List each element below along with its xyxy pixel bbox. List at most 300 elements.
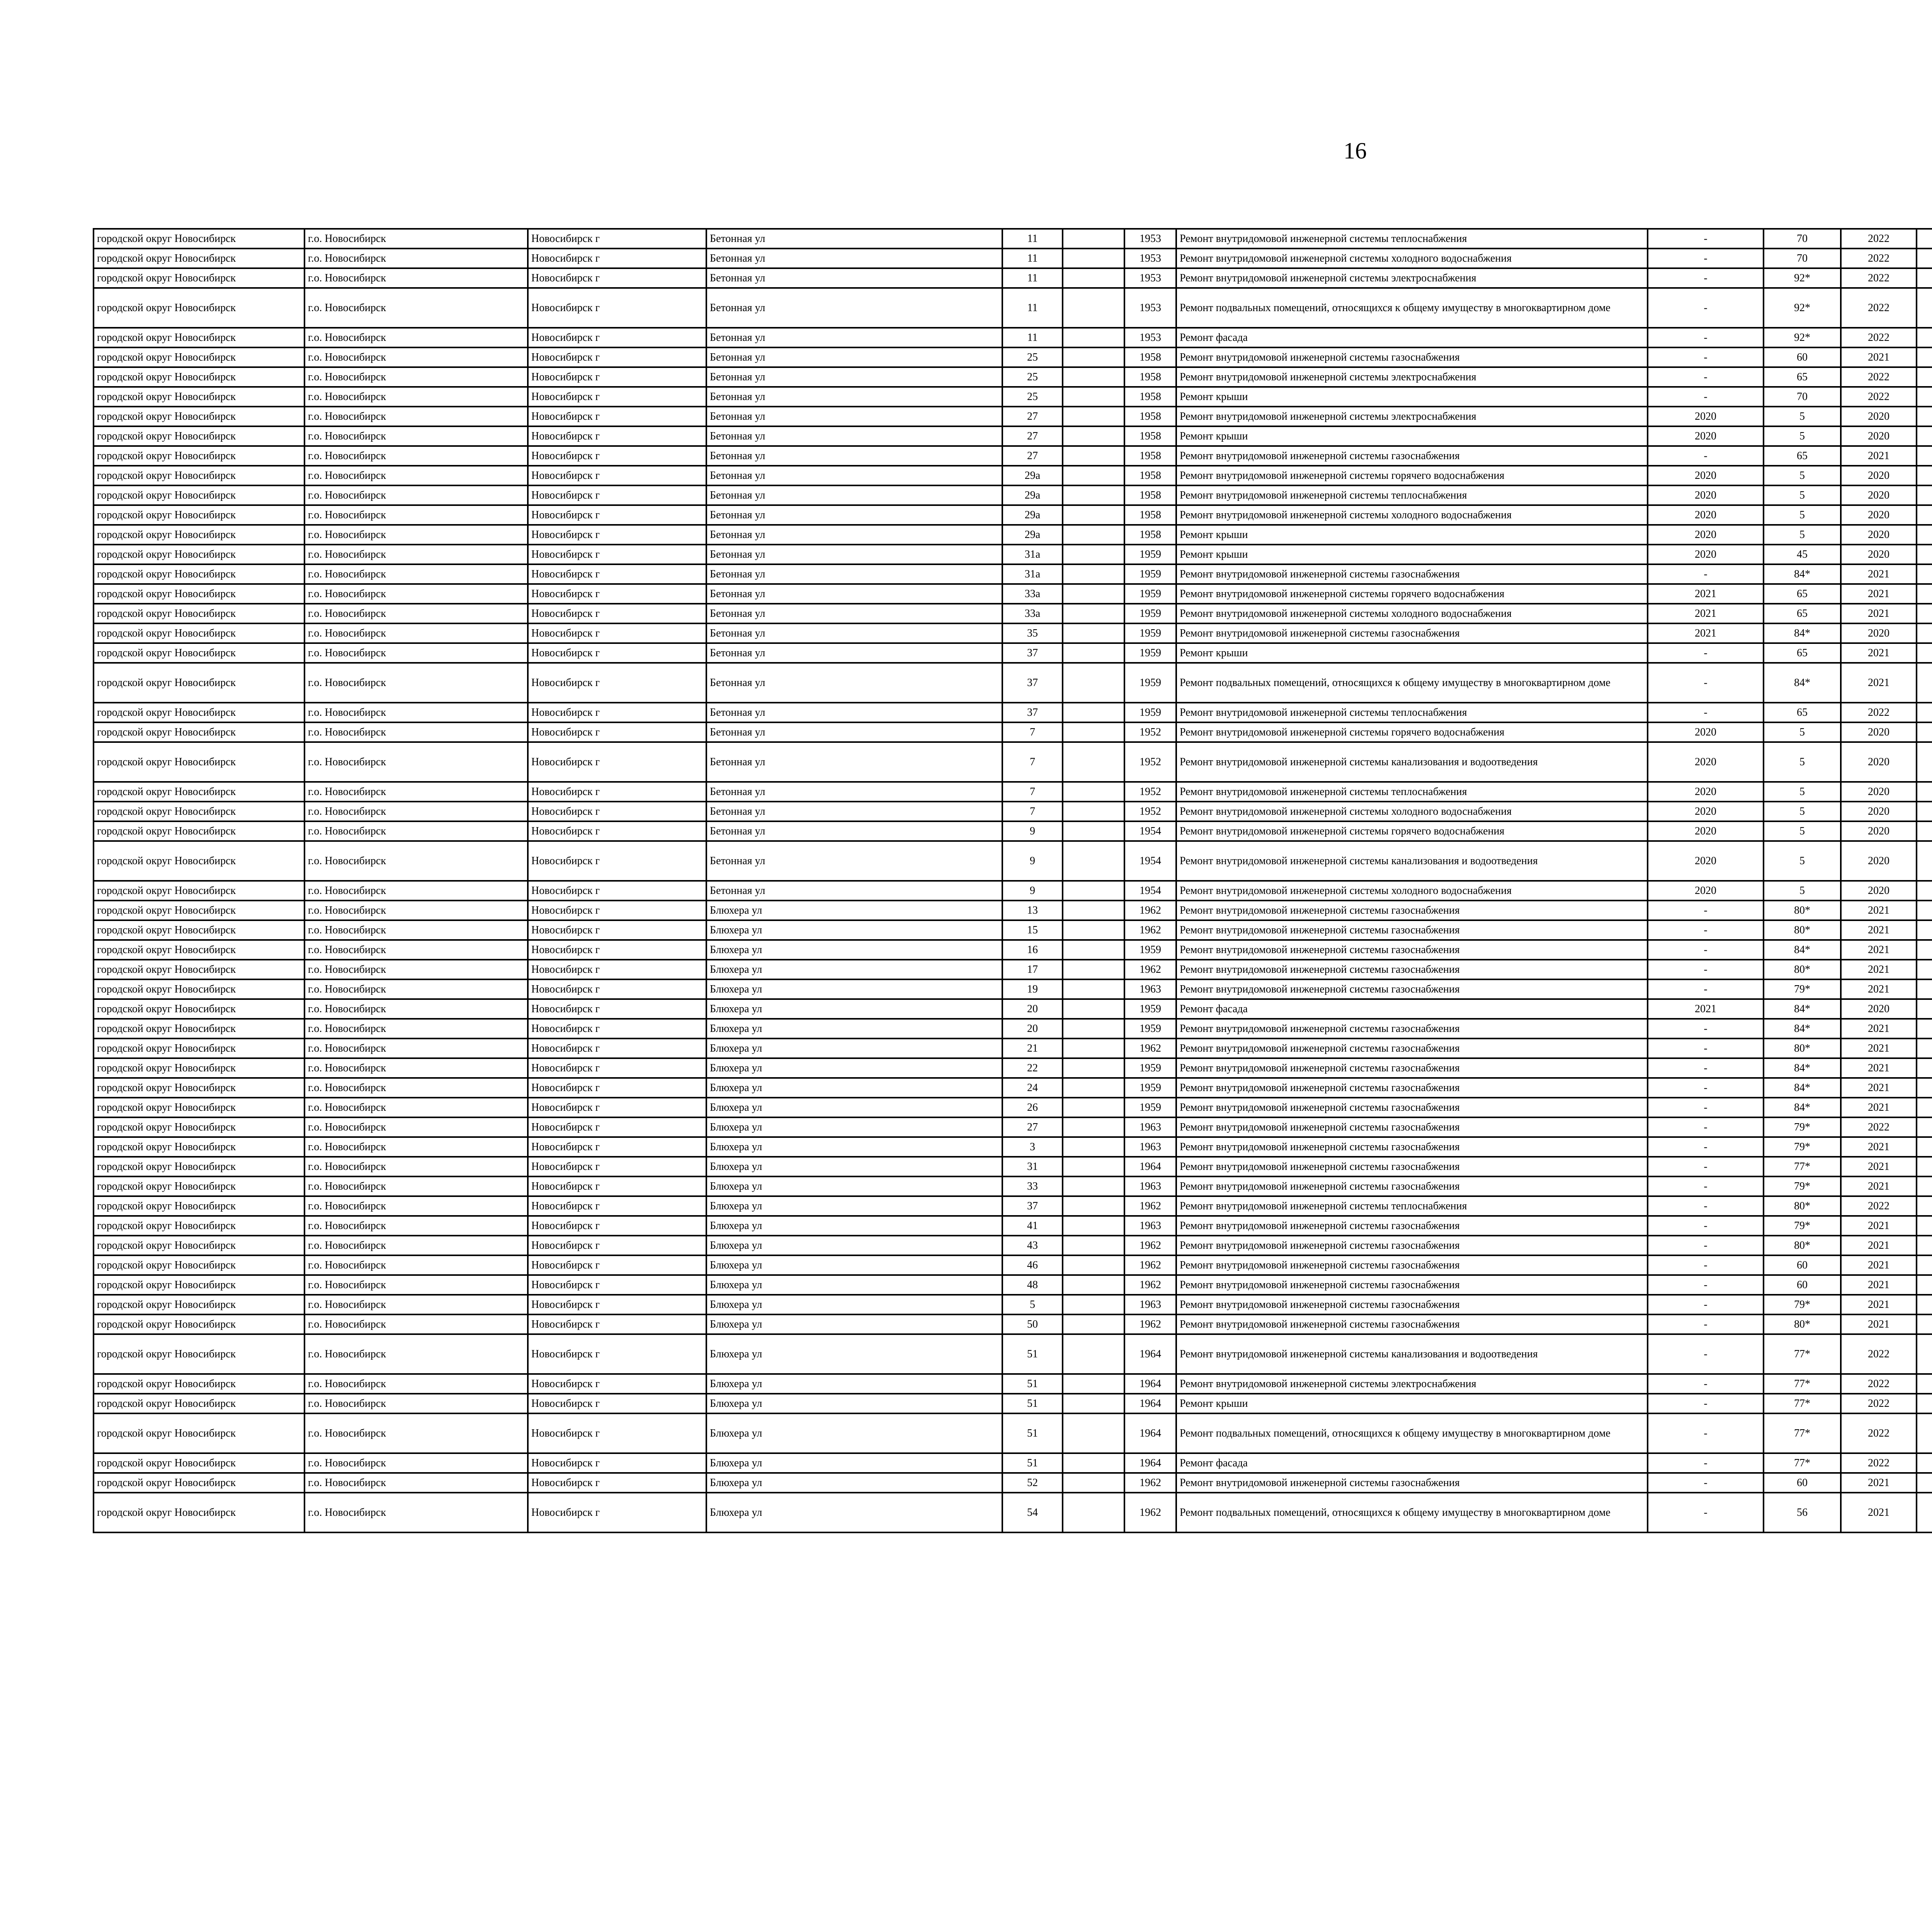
cell-street: Бетонная ул	[706, 288, 1002, 328]
cell-plan-end-year	[1917, 505, 1932, 525]
cell-year-built: 1959	[1124, 584, 1176, 604]
cell-plan-end-year	[1917, 663, 1932, 703]
cell-work-type: Ремонт внутридомовой инженерной системы холодного водоснабжения	[1176, 249, 1648, 268]
cell-locality: Новосибирск г	[528, 387, 706, 407]
cell-municipality: городской округ Новосибирск	[94, 288, 304, 328]
cell-work-type: Ремонт внутридомовой инженерной системы газоснабжения	[1176, 901, 1648, 920]
cell-house-number: 11	[1002, 249, 1063, 268]
cell-prior-overhaul-year: -	[1648, 229, 1764, 249]
cell-wear-percent: 65	[1764, 584, 1841, 604]
cell-plan-start-year: 2020	[1841, 821, 1917, 841]
cell-prior-overhaul-year: 2020	[1648, 485, 1764, 505]
cell-year-built: 1959	[1124, 663, 1176, 703]
cell-work-type: Ремонт крыши	[1176, 1394, 1648, 1413]
cell-street: Бетонная ул	[706, 742, 1002, 782]
cell-work-type: Ремонт внутридомовой инженерной системы газоснабжения	[1176, 1117, 1648, 1137]
cell-prior-overhaul-year: 2020	[1648, 841, 1764, 881]
cell-house-number: 5	[1002, 1295, 1063, 1314]
cell-street: Бетонная ул	[706, 347, 1002, 367]
cell-work-type: Ремонт внутридомовой инженерной системы горячего водоснабжения	[1176, 821, 1648, 841]
cell-municipality: городской округ Новосибирск	[94, 703, 304, 722]
cell-municipality: городской округ Новосибирск	[94, 802, 304, 821]
cell-year-built: 1958	[1124, 407, 1176, 426]
cell-year-built: 1958	[1124, 367, 1176, 387]
cell-municipality: городской округ Новосибирск	[94, 1334, 304, 1374]
cell-municipality: городской округ Новосибирск	[94, 940, 304, 960]
cell-prior-overhaul-year: 2020	[1648, 821, 1764, 841]
cell-municipality: городской округ Новосибирск	[94, 1493, 304, 1532]
cell-plan-end-year	[1917, 367, 1932, 387]
cell-street: Блюхера ул	[706, 1137, 1002, 1157]
cell-work-type: Ремонт внутридомовой инженерной системы электроснабжения	[1176, 367, 1648, 387]
cell-work-type: Ремонт подвальных помещений, относящихся к общему имуществу в многоквартирном доме	[1176, 288, 1648, 328]
cell-street: Блюхера ул	[706, 1374, 1002, 1394]
cell-street: Бетонная ул	[706, 249, 1002, 268]
table-body	[94, 229, 1932, 1532]
cell-street: Бетонная ул	[706, 564, 1002, 584]
cell-locality: Новосибирск г	[528, 1314, 706, 1334]
cell-building	[1063, 584, 1124, 604]
cell-plan-end-year	[1917, 1196, 1932, 1216]
cell-locality: Новосибирск г	[528, 999, 706, 1019]
cell-house-number: 11	[1002, 288, 1063, 328]
cell-locality: Новосибирск г	[528, 367, 706, 387]
cell-plan-end-year	[1917, 1275, 1932, 1295]
cell-house-number: 13	[1002, 901, 1063, 920]
cell-year-built: 1962	[1124, 1314, 1176, 1334]
cell-street: Блюхера ул	[706, 960, 1002, 979]
cell-settlement: г.о. Новосибирск	[304, 1334, 528, 1374]
cell-building	[1063, 525, 1124, 545]
cell-plan-end-year	[1917, 841, 1932, 881]
cell-street: Блюхера ул	[706, 1394, 1002, 1413]
cell-plan-start-year: 2022	[1841, 1413, 1917, 1453]
cell-locality: Новосибирск г	[528, 1413, 706, 1453]
table-row	[94, 1394, 1932, 1413]
cell-wear-percent: 84*	[1764, 1098, 1841, 1117]
cell-street: Бетонная ул	[706, 643, 1002, 663]
cell-locality: Новосибирск г	[528, 1334, 706, 1374]
cell-prior-overhaul-year: -	[1648, 367, 1764, 387]
cell-street: Бетонная ул	[706, 782, 1002, 802]
cell-work-type: Ремонт фасада	[1176, 328, 1648, 347]
table-row	[94, 1374, 1932, 1394]
cell-municipality: городской округ Новосибирск	[94, 347, 304, 367]
cell-municipality: городской округ Новосибирск	[94, 1019, 304, 1039]
cell-plan-end-year	[1917, 802, 1932, 821]
table-row	[94, 1295, 1932, 1314]
cell-prior-overhaul-year: 2020	[1648, 407, 1764, 426]
cell-plan-end-year	[1917, 1098, 1932, 1117]
cell-house-number: 27	[1002, 446, 1063, 466]
cell-work-type: Ремонт крыши	[1176, 643, 1648, 663]
cell-settlement: г.о. Новосибирск	[304, 663, 528, 703]
cell-prior-overhaul-year: -	[1648, 347, 1764, 367]
cell-building	[1063, 1196, 1124, 1216]
cell-building	[1063, 782, 1124, 802]
cell-municipality: городской округ Новосибирск	[94, 881, 304, 901]
cell-plan-end-year	[1917, 1216, 1932, 1236]
cell-locality: Новосибирск г	[528, 426, 706, 446]
cell-settlement: г.о. Новосибирск	[304, 604, 528, 623]
cell-work-type: Ремонт внутридомовой инженерной системы газоснабжения	[1176, 446, 1648, 466]
cell-plan-end-year	[1917, 604, 1932, 623]
cell-locality: Новосибирск г	[528, 1473, 706, 1493]
cell-prior-overhaul-year: -	[1648, 1493, 1764, 1532]
cell-building	[1063, 1137, 1124, 1157]
cell-wear-percent: 65	[1764, 703, 1841, 722]
cell-plan-end-year	[1917, 1413, 1932, 1453]
cell-year-built: 1959	[1124, 999, 1176, 1019]
cell-plan-start-year: 2021	[1841, 1216, 1917, 1236]
cell-locality: Новосибирск г	[528, 446, 706, 466]
cell-settlement: г.о. Новосибирск	[304, 1453, 528, 1473]
cell-plan-start-year: 2020	[1841, 999, 1917, 1019]
cell-prior-overhaul-year: -	[1648, 1137, 1764, 1157]
cell-work-type: Ремонт внутридомовой инженерной системы газоснабжения	[1176, 1236, 1648, 1255]
table-row	[94, 367, 1932, 387]
cell-prior-overhaul-year: 2020	[1648, 466, 1764, 485]
cell-plan-end-year	[1917, 960, 1932, 979]
cell-street: Блюхера ул	[706, 1275, 1002, 1295]
cell-settlement: г.о. Новосибирск	[304, 1314, 528, 1334]
cell-wear-percent: 45	[1764, 545, 1841, 564]
cell-plan-start-year: 2021	[1841, 1473, 1917, 1493]
table-row	[94, 328, 1932, 347]
cell-plan-start-year: 2020	[1841, 623, 1917, 643]
cell-year-built: 1958	[1124, 426, 1176, 446]
cell-street: Бетонная ул	[706, 505, 1002, 525]
cell-plan-end-year	[1917, 979, 1932, 999]
cell-wear-percent: 65	[1764, 446, 1841, 466]
cell-settlement: г.о. Новосибирск	[304, 1413, 528, 1453]
cell-building	[1063, 1176, 1124, 1196]
cell-plan-end-year	[1917, 249, 1932, 268]
cell-plan-end-year	[1917, 1493, 1932, 1532]
cell-house-number: 3	[1002, 1137, 1063, 1157]
cell-prior-overhaul-year: -	[1648, 1039, 1764, 1058]
table-row	[94, 821, 1932, 841]
cell-prior-overhaul-year: -	[1648, 1236, 1764, 1255]
cell-settlement: г.о. Новосибирск	[304, 328, 528, 347]
cell-building	[1063, 999, 1124, 1019]
cell-settlement: г.о. Новосибирск	[304, 426, 528, 446]
cell-plan-end-year	[1917, 722, 1932, 742]
table-row	[94, 1216, 1932, 1236]
cell-municipality: городской округ Новосибирск	[94, 525, 304, 545]
cell-street: Блюхера ул	[706, 1019, 1002, 1039]
cell-plan-end-year	[1917, 940, 1932, 960]
cell-municipality: городской округ Новосибирск	[94, 1137, 304, 1157]
table-row	[94, 979, 1932, 999]
cell-plan-start-year: 2020	[1841, 407, 1917, 426]
cell-prior-overhaul-year: -	[1648, 1019, 1764, 1039]
cell-year-built: 1954	[1124, 821, 1176, 841]
cell-plan-end-year	[1917, 288, 1932, 328]
cell-prior-overhaul-year: -	[1648, 1275, 1764, 1295]
cell-locality: Новосибирск г	[528, 407, 706, 426]
cell-municipality: городской округ Новосибирск	[94, 1157, 304, 1176]
cell-locality: Новосибирск г	[528, 940, 706, 960]
cell-settlement: г.о. Новосибирск	[304, 901, 528, 920]
cell-year-built: 1963	[1124, 1176, 1176, 1196]
cell-locality: Новосибирск г	[528, 782, 706, 802]
cell-locality: Новосибирск г	[528, 1255, 706, 1275]
cell-prior-overhaul-year: -	[1648, 940, 1764, 960]
cell-settlement: г.о. Новосибирск	[304, 584, 528, 604]
cell-locality: Новосибирск г	[528, 643, 706, 663]
cell-plan-end-year	[1917, 485, 1932, 505]
cell-year-built: 1959	[1124, 940, 1176, 960]
cell-settlement: г.о. Новосибирск	[304, 505, 528, 525]
cell-locality: Новосибирск г	[528, 1019, 706, 1039]
cell-locality: Новосибирск г	[528, 742, 706, 782]
cell-year-built: 1964	[1124, 1413, 1176, 1453]
cell-street: Бетонная ул	[706, 485, 1002, 505]
cell-street: Бетонная ул	[706, 722, 1002, 742]
cell-building	[1063, 407, 1124, 426]
cell-plan-start-year: 2020	[1841, 426, 1917, 446]
cell-street: Блюхера ул	[706, 1196, 1002, 1216]
cell-street: Блюхера ул	[706, 1413, 1002, 1453]
cell-prior-overhaul-year: -	[1648, 328, 1764, 347]
cell-locality: Новосибирск г	[528, 545, 706, 564]
cell-settlement: г.о. Новосибирск	[304, 545, 528, 564]
cell-year-built: 1959	[1124, 1019, 1176, 1039]
cell-plan-end-year	[1917, 525, 1932, 545]
cell-settlement: г.о. Новосибирск	[304, 960, 528, 979]
cell-plan-end-year	[1917, 1374, 1932, 1394]
cell-municipality: городской округ Новосибирск	[94, 1453, 304, 1473]
cell-year-built: 1958	[1124, 466, 1176, 485]
cell-year-built: 1953	[1124, 249, 1176, 268]
cell-year-built: 1958	[1124, 505, 1176, 525]
table-row	[94, 426, 1932, 446]
cell-building	[1063, 742, 1124, 782]
cell-settlement: г.о. Новосибирск	[304, 485, 528, 505]
cell-year-built: 1962	[1124, 1039, 1176, 1058]
cell-plan-start-year: 2020	[1841, 881, 1917, 901]
table-row	[94, 960, 1932, 979]
cell-prior-overhaul-year: -	[1648, 960, 1764, 979]
cell-building	[1063, 426, 1124, 446]
cell-wear-percent: 80*	[1764, 1196, 1841, 1216]
table-row	[94, 841, 1932, 881]
table-row	[94, 485, 1932, 505]
table-row	[94, 1275, 1932, 1295]
cell-wear-percent: 92*	[1764, 288, 1841, 328]
cell-wear-percent: 80*	[1764, 901, 1841, 920]
cell-plan-end-year	[1917, 1453, 1932, 1473]
cell-year-built: 1954	[1124, 841, 1176, 881]
cell-prior-overhaul-year: -	[1648, 663, 1764, 703]
cell-locality: Новосибирск г	[528, 1078, 706, 1098]
cell-wear-percent: 92*	[1764, 268, 1841, 288]
cell-wear-percent: 77*	[1764, 1453, 1841, 1473]
cell-plan-end-year	[1917, 328, 1932, 347]
cell-locality: Новосибирск г	[528, 328, 706, 347]
table-row	[94, 1334, 1932, 1374]
cell-year-built: 1963	[1124, 1216, 1176, 1236]
cell-year-built: 1959	[1124, 643, 1176, 663]
cell-house-number: 17	[1002, 960, 1063, 979]
cell-house-number: 31а	[1002, 545, 1063, 564]
cell-year-built: 1952	[1124, 782, 1176, 802]
cell-locality: Новосибирск г	[528, 485, 706, 505]
cell-building	[1063, 249, 1124, 268]
cell-wear-percent: 5	[1764, 881, 1841, 901]
cell-building	[1063, 841, 1124, 881]
cell-work-type: Ремонт внутридомовой инженерной системы газоснабжения	[1176, 960, 1648, 979]
cell-work-type: Ремонт внутридомовой инженерной системы газоснабжения	[1176, 1098, 1648, 1117]
cell-prior-overhaul-year: -	[1648, 1295, 1764, 1314]
cell-settlement: г.о. Новосибирск	[304, 407, 528, 426]
cell-street: Бетонная ул	[706, 881, 1002, 901]
cell-prior-overhaul-year: -	[1648, 268, 1764, 288]
cell-building	[1063, 1236, 1124, 1255]
cell-plan-start-year: 2021	[1841, 960, 1917, 979]
table-row	[94, 643, 1932, 663]
cell-house-number: 52	[1002, 1473, 1063, 1493]
cell-house-number: 11	[1002, 328, 1063, 347]
cell-work-type: Ремонт внутридомовой инженерной системы газоснабжения	[1176, 564, 1648, 584]
cell-prior-overhaul-year: -	[1648, 249, 1764, 268]
cell-house-number: 29а	[1002, 525, 1063, 545]
cell-locality: Новосибирск г	[528, 1157, 706, 1176]
cell-wear-percent: 84*	[1764, 1078, 1841, 1098]
cell-wear-percent: 79*	[1764, 1117, 1841, 1137]
cell-year-built: 1959	[1124, 545, 1176, 564]
cell-work-type: Ремонт крыши	[1176, 387, 1648, 407]
cell-wear-percent: 65	[1764, 367, 1841, 387]
cell-prior-overhaul-year: -	[1648, 1473, 1764, 1493]
cell-municipality: городской округ Новосибирск	[94, 821, 304, 841]
cell-street: Блюхера ул	[706, 1216, 1002, 1236]
cell-building	[1063, 367, 1124, 387]
cell-street: Бетонная ул	[706, 545, 1002, 564]
cell-building	[1063, 940, 1124, 960]
table-row	[94, 446, 1932, 466]
cell-municipality: городской округ Новосибирск	[94, 1374, 304, 1394]
cell-work-type: Ремонт внутридомовой инженерной системы канализования и водоотведения	[1176, 1334, 1648, 1374]
cell-prior-overhaul-year: -	[1648, 564, 1764, 584]
table-row	[94, 584, 1932, 604]
cell-house-number: 29а	[1002, 485, 1063, 505]
cell-work-type: Ремонт внутридомовой инженерной системы теплоснабжения	[1176, 1196, 1648, 1216]
cell-settlement: г.о. Новосибирск	[304, 999, 528, 1019]
cell-wear-percent: 80*	[1764, 1039, 1841, 1058]
cell-wear-percent: 5	[1764, 505, 1841, 525]
cell-building	[1063, 387, 1124, 407]
cell-wear-percent: 77*	[1764, 1394, 1841, 1413]
cell-plan-end-year	[1917, 1058, 1932, 1078]
cell-year-built: 1959	[1124, 1058, 1176, 1078]
cell-settlement: г.о. Новосибирск	[304, 623, 528, 643]
cell-settlement: г.о. Новосибирск	[304, 1295, 528, 1314]
cell-building	[1063, 328, 1124, 347]
cell-work-type: Ремонт внутридомовой инженерной системы горячего водоснабжения	[1176, 722, 1648, 742]
cell-wear-percent: 84*	[1764, 999, 1841, 1019]
table-row	[94, 1196, 1932, 1216]
cell-settlement: г.о. Новосибирск	[304, 1216, 528, 1236]
table-row	[94, 545, 1932, 564]
cell-year-built: 1964	[1124, 1394, 1176, 1413]
cell-street: Бетонная ул	[706, 584, 1002, 604]
cell-wear-percent: 84*	[1764, 564, 1841, 584]
cell-house-number: 20	[1002, 1019, 1063, 1039]
cell-locality: Новосибирск г	[528, 623, 706, 643]
cell-plan-end-year	[1917, 1236, 1932, 1255]
cell-house-number: 21	[1002, 1039, 1063, 1058]
cell-plan-start-year: 2020	[1841, 466, 1917, 485]
cell-settlement: г.о. Новосибирск	[304, 979, 528, 999]
cell-plan-start-year: 2021	[1841, 920, 1917, 940]
cell-building	[1063, 446, 1124, 466]
cell-work-type: Ремонт внутридомовой инженерной системы теплоснабжения	[1176, 703, 1648, 722]
cell-street: Бетонная ул	[706, 268, 1002, 288]
cell-year-built: 1952	[1124, 742, 1176, 782]
cell-plan-end-year	[1917, 703, 1932, 722]
cell-wear-percent: 5	[1764, 841, 1841, 881]
cell-work-type: Ремонт внутридомовой инженерной системы газоснабжения	[1176, 1314, 1648, 1334]
cell-locality: Новосибирск г	[528, 841, 706, 881]
cell-prior-overhaul-year: -	[1648, 703, 1764, 722]
cell-building	[1063, 920, 1124, 940]
cell-wear-percent: 84*	[1764, 663, 1841, 703]
cell-year-built: 1959	[1124, 623, 1176, 643]
cell-plan-start-year: 2021	[1841, 584, 1917, 604]
cell-house-number: 7	[1002, 802, 1063, 821]
cell-street: Блюхера ул	[706, 1078, 1002, 1098]
cell-locality: Новосибирск г	[528, 229, 706, 249]
table-row	[94, 1493, 1932, 1532]
cell-municipality: городской округ Новосибирск	[94, 722, 304, 742]
cell-plan-end-year	[1917, 407, 1932, 426]
cell-settlement: г.о. Новосибирск	[304, 1374, 528, 1394]
cell-plan-start-year: 2022	[1841, 249, 1917, 268]
cell-wear-percent: 5	[1764, 525, 1841, 545]
cell-plan-start-year: 2020	[1841, 722, 1917, 742]
cell-wear-percent: 79*	[1764, 1216, 1841, 1236]
cell-municipality: городской округ Новосибирск	[94, 1196, 304, 1216]
table-row	[94, 742, 1932, 782]
cell-work-type: Ремонт внутридомовой инженерной системы холодного водоснабжения	[1176, 505, 1648, 525]
cell-municipality: городской округ Новосибирск	[94, 367, 304, 387]
cell-wear-percent: 60	[1764, 1255, 1841, 1275]
cell-settlement: г.о. Новосибирск	[304, 742, 528, 782]
cell-work-type: Ремонт внутридомовой инженерной системы горячего водоснабжения	[1176, 466, 1648, 485]
cell-settlement: г.о. Новосибирск	[304, 525, 528, 545]
cell-house-number: 51	[1002, 1413, 1063, 1453]
cell-locality: Новосибирск г	[528, 1058, 706, 1078]
cell-house-number: 33а	[1002, 584, 1063, 604]
cell-plan-start-year: 2022	[1841, 703, 1917, 722]
cell-wear-percent: 5	[1764, 742, 1841, 782]
cell-prior-overhaul-year: -	[1648, 979, 1764, 999]
cell-plan-end-year	[1917, 1295, 1932, 1314]
cell-street: Блюхера ул	[706, 1473, 1002, 1493]
cell-work-type: Ремонт внутридомовой инженерной системы холодного водоснабжения	[1176, 604, 1648, 623]
table-row	[94, 1137, 1932, 1157]
cell-prior-overhaul-year: 2020	[1648, 545, 1764, 564]
cell-work-type: Ремонт фасада	[1176, 1453, 1648, 1473]
cell-wear-percent: 5	[1764, 485, 1841, 505]
cell-street: Блюхера ул	[706, 1039, 1002, 1058]
cell-plan-start-year: 2022	[1841, 1394, 1917, 1413]
cell-plan-end-year	[1917, 584, 1932, 604]
cell-work-type: Ремонт внутридомовой инженерной системы газоснабжения	[1176, 1039, 1648, 1058]
cell-municipality: городской округ Новосибирск	[94, 960, 304, 979]
